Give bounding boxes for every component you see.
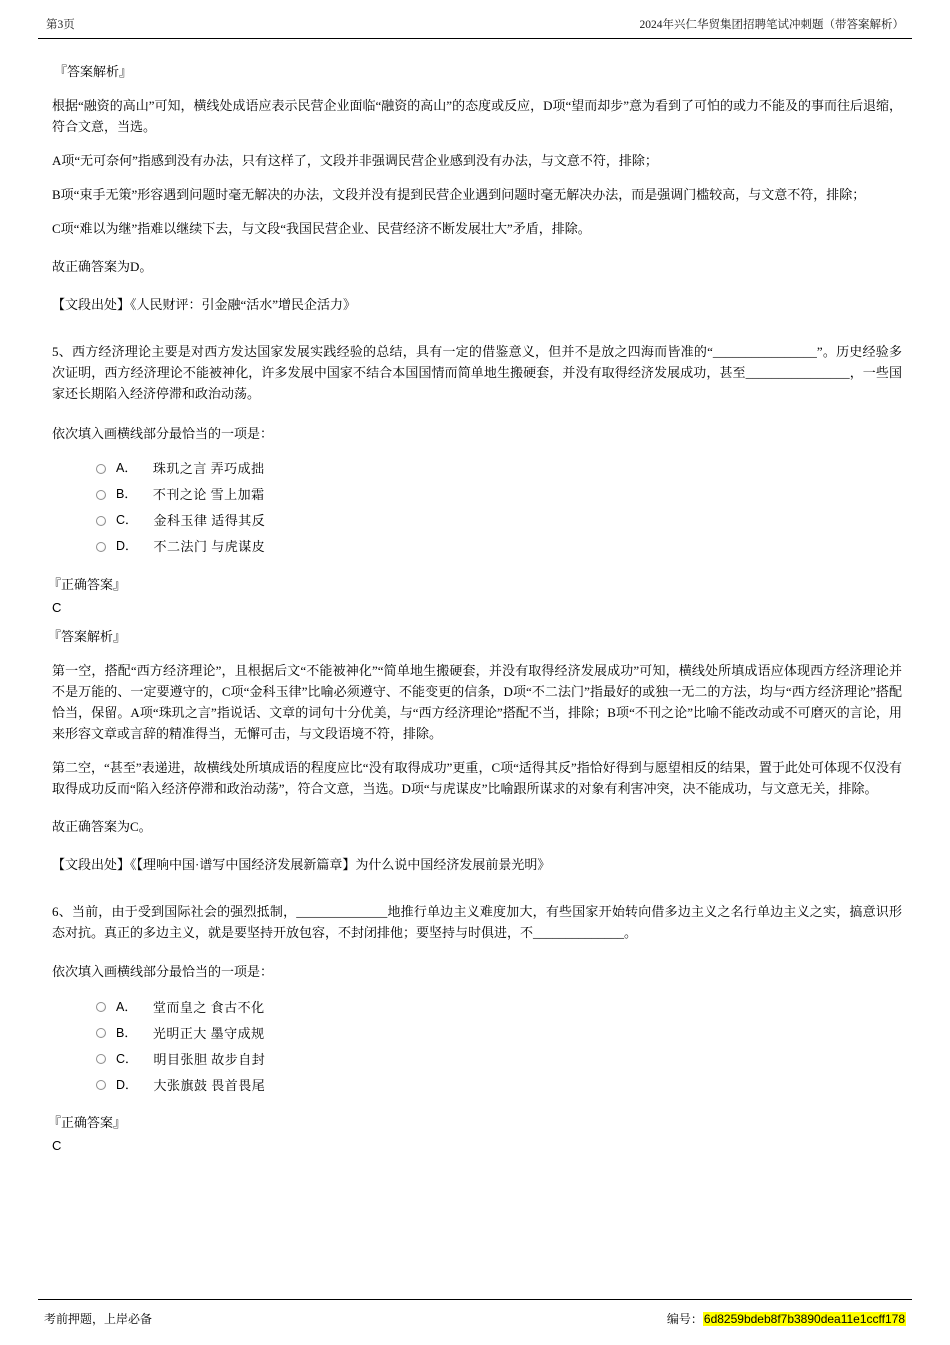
option-letter: D． (116, 1078, 138, 1093)
option-text: 大张旗鼓 畏首畏尾 (153, 1077, 266, 1093)
option-row (96, 482, 902, 508)
answer-analysis-heading: 『答案解析』 (48, 628, 127, 644)
options-prompt: 依次填入画横线部分最恰当的一项是： (52, 425, 274, 441)
radio-button[interactable] (96, 1028, 106, 1038)
option-row (96, 1020, 902, 1046)
footer-slogan: 考前押题，上岸必备 (44, 1312, 153, 1326)
radio-button[interactable] (96, 490, 106, 500)
option-letter: B． (116, 487, 137, 502)
analysis-paragraph: B项“束手无策”形容遇到问题时毫无解决的办法，文段并没有提到民营企业遇到问题时毫无解决办法，而是强调门槛较高，与文意不符，排除； (52, 187, 866, 203)
option-row (96, 508, 902, 534)
options-group-q6 (96, 994, 902, 1098)
correct-answer-value: C (52, 1138, 62, 1154)
analysis-paragraph: A项“无可奈何”指感到没有办法，只有这样了，文段并非强调民营企业感到没有办法，与文意不符，排除； (52, 153, 658, 169)
correct-answer-heading: 『正确答案』 (48, 1115, 127, 1131)
source-reference: 【文段出处】《【理响中国·谱写中国经济发展新篇章】为什么说中国经济发展前景光明》 (52, 857, 551, 873)
option-text: 金科玉律 适得其反 (153, 513, 266, 529)
verdict-text: 故正确答案为C。 (52, 818, 152, 834)
analysis-paragraph: 根据“融资的高山”可知，横线处成语应表示民营企业面临“融资的高山”的态度或反应，D项“望而却步”意为看到了可怕的或力不能及的事而往后退缩，符合文意，当选。 (52, 98, 903, 135)
option-letter: D． (116, 539, 138, 554)
options-group-q5 (96, 456, 902, 560)
option-row (96, 994, 902, 1020)
option-text: 明目张胆 故步自封 (153, 1051, 266, 1067)
doc-id-value: 6d8259bdeb8f7b3890dea11e1ccff178 (703, 1312, 905, 1326)
doc-id-label: 编号： (666, 1312, 703, 1326)
question-stem-5: 5、西方经济理论主要是对西方发达国家发展实践经验的总结，具有一定的借鉴意义，但并不是放之四海而皆准的“________________”。历史经验多次证明，西方经济理论不能被神化，许多发展中国家不结合本国国情而简单地生搬硬套，并没有取得经济发展成功，甚至________________，一些国家还长期陷入经济停滞和政治动荡。 (52, 344, 902, 402)
analysis-paragraph: 第二空，“甚至”表递进，故横线处所填成语的程度应比“没有取得成功”更重，C项“适得其反”指恰好得到与愿望相反的结果，置于此处可体现不仅没有取得成功反而“陷入经济停滞和政治动荡”，符合文意，当选。D项“与虎谋皮”比喻跟所谋求的对象有利害冲突，决不能成功，与文意无关，排除。 (52, 759, 902, 796)
document-content (38, 39, 912, 1156)
correct-answer-heading: 『正确答案』 (48, 576, 127, 592)
radio-button[interactable] (96, 516, 106, 526)
page-header (38, 0, 912, 39)
answer-analysis-heading: 『答案解析』 (54, 64, 133, 79)
doc-id (667, 1310, 906, 1327)
radio-button[interactable] (96, 542, 106, 552)
option-row (96, 456, 902, 482)
page-footer (38, 1299, 912, 1327)
analysis-paragraph: C项“难以为继”指难以继续下去，与文段“我国民营企业、民营经济不断发展壮大”矛盾，排除。 (52, 221, 591, 237)
option-text: 堂而皇之 食古不化 (152, 999, 265, 1015)
options-prompt: 依次填入画横线部分最恰当的一项是： (52, 964, 274, 980)
option-letter: C． (116, 513, 138, 528)
option-letter: A． (116, 461, 137, 476)
option-letter: B． (116, 1026, 137, 1041)
radio-button[interactable] (96, 1054, 106, 1064)
option-text: 珠玑之言 弄巧成拙 (152, 461, 265, 477)
option-text: 不二法门 与虎谋皮 (153, 539, 266, 555)
question-stem-6: 6、当前，由于受到国际社会的强烈抵制，______________地推行单边主义难度加大，有些国家开始转向借多边主义之名行单边主义之实，搞意识形态对抗。真正的多边主义，就是要坚持开放包容，不封闭排他；要坚持与时俱进，不______________。 (52, 904, 902, 941)
option-text: 光明正大 墨守成规 (152, 1025, 265, 1041)
option-letter: A． (116, 1000, 137, 1015)
option-row (96, 1046, 902, 1072)
radio-button[interactable] (96, 464, 106, 474)
option-text: 不刊之论 雪上加霜 (152, 487, 265, 503)
correct-answer-value: C (52, 599, 62, 615)
option-row (96, 1072, 902, 1098)
document-title: 2024年兴仁华贸集团招聘笔试冲刺题（带答案解析） (639, 19, 904, 31)
source-reference: 【文段出处】《人民财评：引金融“活水”增民企活力》 (52, 297, 357, 313)
radio-button[interactable] (96, 1002, 106, 1012)
analysis-paragraph: 第一空，搭配“西方经济理论”，且根据后文“不能被神化”“简单地生搬硬套，并没有取得经济发展成功”可知，横线处所填成语应体现西方经济理论并不是万能的、一定要遵守的，C项“金科玉律”比喻必须遵守、不能变更的信条，D项“不二法门”指最好的或独一无二的方法，均与“西方经济理论”搭配恰当，保留。A项“珠玑之言”指说话、文章的词句十分优美，与“西方经济理论”搭配不当，排除；B项“不刊之论”比喻不能改动或不可磨灭的言论，用来形容文章或言辞的精准得当，无懈可击，与文段语境不符，排除。 (52, 662, 902, 741)
radio-button[interactable] (96, 1080, 106, 1090)
option-row (96, 534, 902, 560)
option-letter: C． (116, 1052, 138, 1067)
page-number: 第3页 (46, 19, 75, 31)
verdict-text: 故正确答案为D。 (52, 259, 153, 275)
